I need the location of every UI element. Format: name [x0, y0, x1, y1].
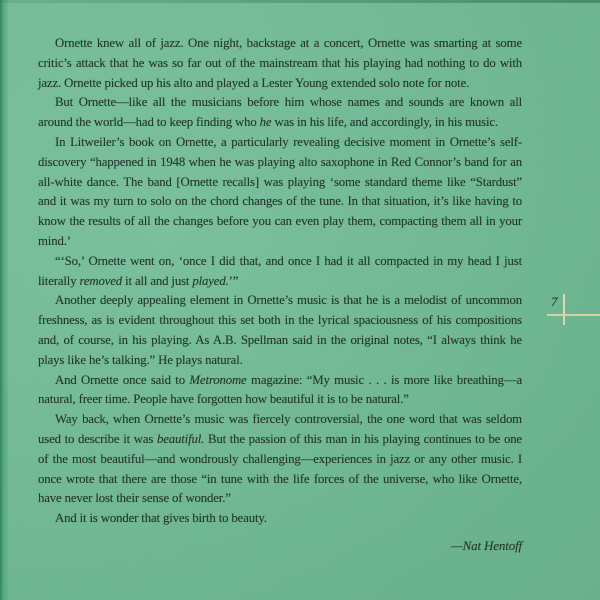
paragraph — [38, 34, 522, 93]
text-run-italic: played. — [192, 273, 229, 288]
text-run-italic: removed — [79, 273, 123, 288]
text-run: “‘So,’ Ornette went on, ‘once I did that, and once I had it all compacted in my head I just literally — [38, 253, 522, 288]
text-run-italic: beautiful. — [156, 431, 205, 446]
text-run: Ornette knew all of jazz. One night, backstage at a concert, Ornette was smarting at some critic’s attack that he was so far out of the mainstream that his playing had nothing to do with jazz. Ornette picked up his alto and played a Lester Young extended solo note for note. — [38, 36, 522, 90]
paragraph — [38, 133, 522, 252]
text-run-italic: Metronome — [189, 372, 247, 387]
page-edge-top — [0, 0, 600, 3]
text-run: And it is wonder that gives birth to beauty. — [55, 511, 267, 526]
page-edge-left — [0, 0, 8, 600]
text-run: Another deeply appealing element in Ornette’s music is that he is a melodist of uncommon freshness, as is evident throughout this set both in the lyrical spaciousness of his compositions and, of course, in his playing. As A.B. Spellman said in the original notes, “I always think he plays like he’s talking.” He plays natural. — [38, 293, 522, 367]
paragraph — [38, 93, 522, 133]
text-run: was in his life, and accordingly, in his music. — [271, 115, 498, 130]
liner-notes-text — [38, 34, 522, 556]
text-run: And Ornette once said to — [55, 372, 190, 387]
text-run: magazine: “My music . . . is more like breathing—a natural, freer time. People have forgotten how beautiful it is to be natural.” — [38, 372, 522, 407]
paragraph — [38, 410, 522, 509]
text-run-italic: he — [259, 115, 272, 130]
text-run: it all and just — [122, 273, 193, 288]
paragraph — [38, 509, 522, 529]
author-signature: —Nat Hentoff — [451, 537, 522, 553]
paragraph — [38, 291, 522, 370]
text-run: Way back, when Ornette’s music was fiercely controversial, the one word that was seldom used to describe it was — [38, 412, 522, 446]
page-number: 7 — [551, 294, 558, 309]
text-run: ’” — [228, 273, 239, 288]
paragraph — [38, 252, 522, 292]
crop-mark-horizontal — [547, 314, 600, 316]
text-run: But Ornette—like all the musicians before him whose names and sounds are known all around the world—had to keep finding who — [38, 95, 522, 130]
crop-mark-vertical — [563, 294, 565, 325]
paragraph — [38, 371, 522, 411]
text-run: But the passion of this man in his playing continues to be one of the most beautiful—and wondrously challenging—experiences in jazz or any other music. I once wrote that there are those “in tune with the life forces of the universe, who like Ornette, have never lost their sense of wonder.” — [38, 431, 522, 506]
text-run: In Litweiler’s book on Ornette, a particularly revealing decisive moment in Ornette’s self-discovery “happened in 1948 when he was playing alto saxophone in Red Connor’s band for an all-white dance. The band [Ornette recalls] was playing ‘some standard theme like “Stardust” and it was my turn to solo on the chord changes of the tune. In that situation, it’s like having to know the results of all the changes before you can even play them, compacting them all in your mind.’ — [38, 134, 522, 248]
